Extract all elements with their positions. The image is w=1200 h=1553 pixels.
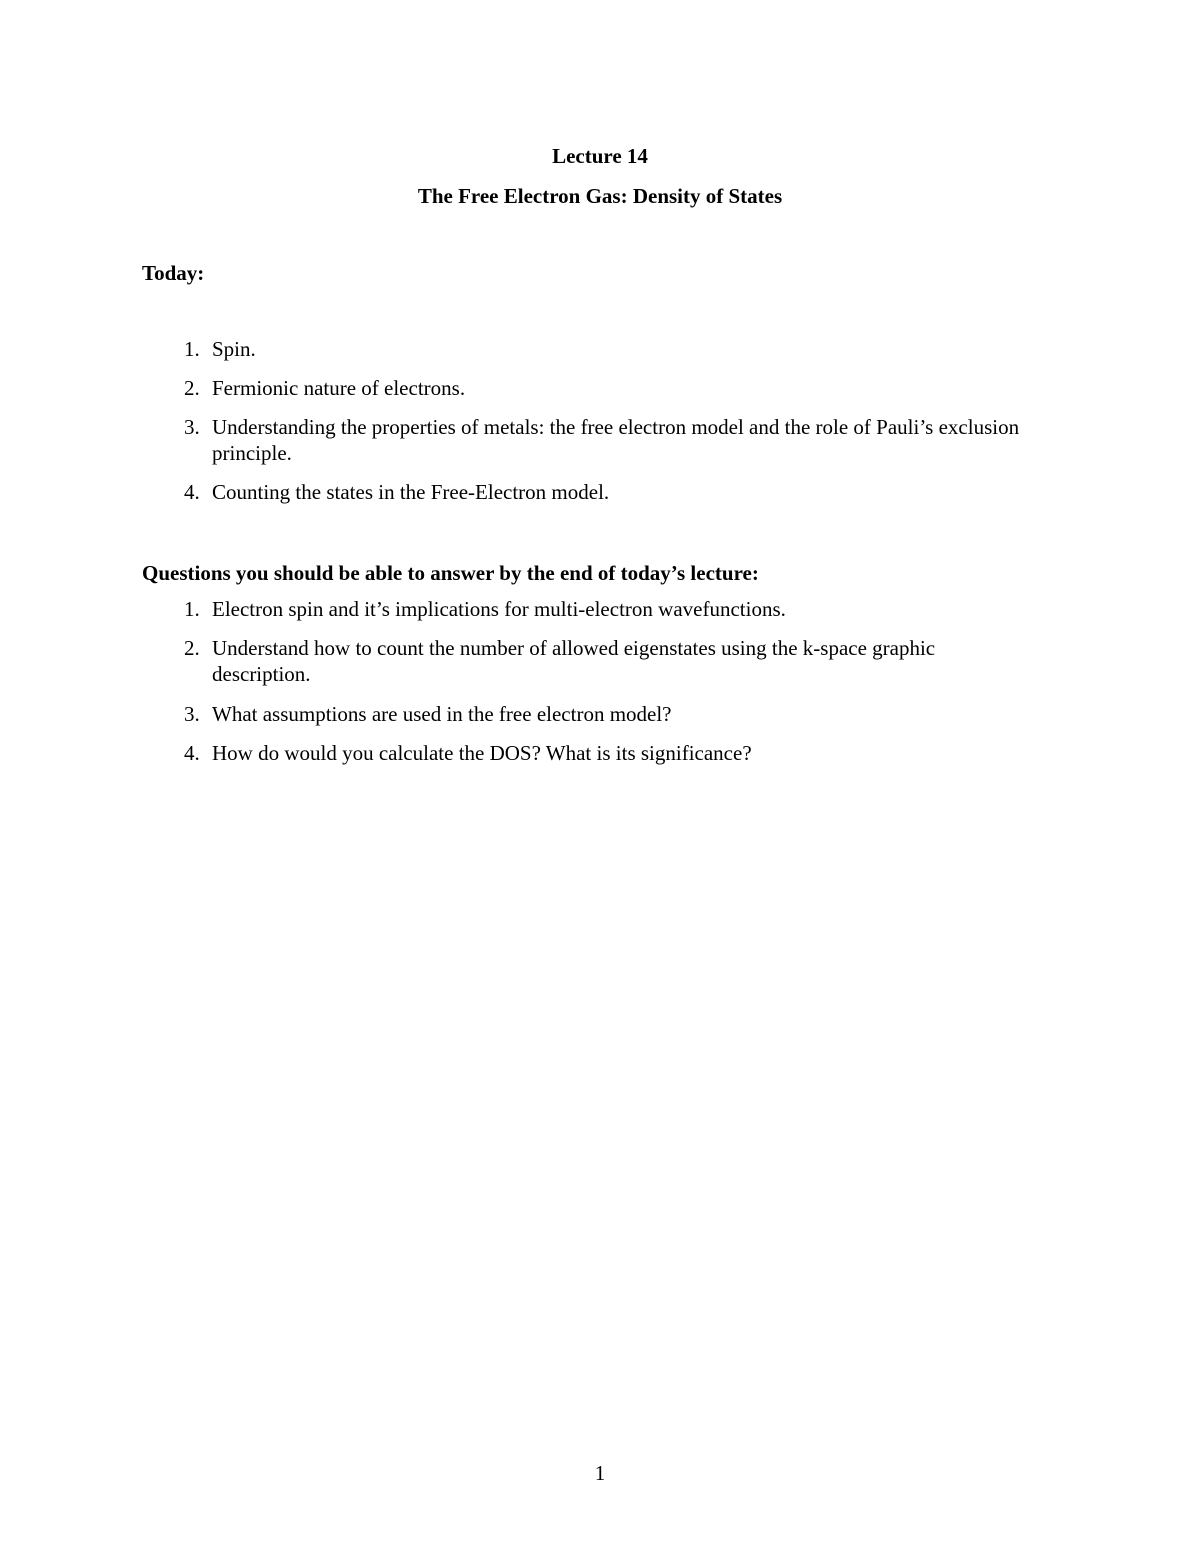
list-text: Electron spin and it’s implications for multi-electron wavefunctions. (212, 597, 786, 621)
list-number: 4. (184, 480, 200, 504)
list-number: 4. (184, 741, 200, 765)
list-number: 3. (184, 702, 200, 726)
questions-list-item (142, 740, 1042, 766)
list-text: Fermionic nature of electrons. (212, 376, 466, 400)
list-text: Understanding the properties of metals: the free electron model and the role of Pauli’s exclusion principle. (212, 415, 1020, 465)
lecture-number: Lecture 14 (552, 144, 648, 168)
list-text: How do would you calculate the DOS? What is its significance? (212, 741, 752, 765)
list-text: Spin. (212, 337, 256, 361)
list-number: 3. (184, 415, 200, 439)
list-text: Counting the states in the Free-Electron model. (212, 480, 610, 504)
today-heading: Today: (142, 261, 205, 285)
list-number: 2. (184, 636, 200, 660)
today-list-item (142, 479, 1042, 505)
today-list-item (142, 414, 1042, 466)
page-number: 1 (594, 1461, 606, 1485)
list-number: 1. (184, 337, 200, 361)
questions-list-item (142, 635, 1042, 687)
questions-list-item (142, 596, 1042, 622)
questions-list-item (142, 701, 1042, 727)
list-number: 2. (184, 376, 200, 400)
today-list-item (142, 375, 1042, 401)
questions-heading: Questions you should be able to answer by the end of today’s lecture: (142, 561, 759, 585)
today-list-item (142, 336, 1042, 362)
lecture-title: The Free Electron Gas: Density of States (417, 184, 783, 208)
list-text: Understand how to count the number of allowed eigenstates using the k-space graphic description. (212, 636, 936, 686)
list-text: What assumptions are used in the free electron model? (212, 702, 672, 726)
list-number: 1. (184, 597, 200, 621)
